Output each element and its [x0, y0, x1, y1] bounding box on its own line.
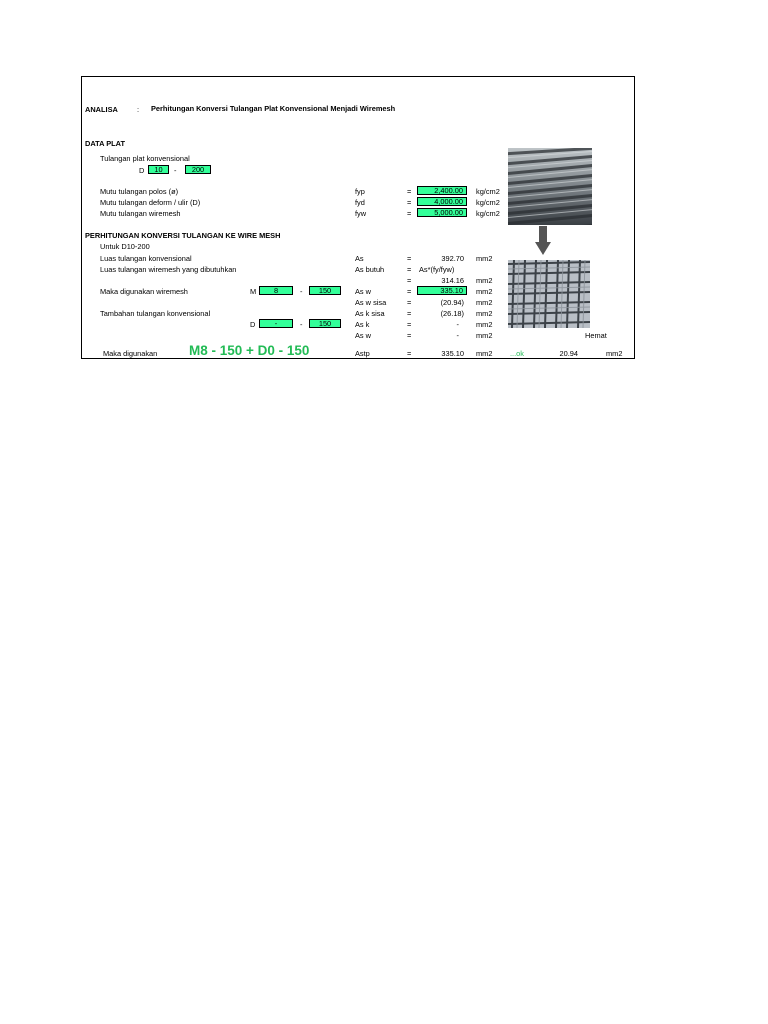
fyp-symbol: fyp — [355, 187, 365, 196]
luas-konv-eq: = — [407, 254, 412, 263]
as-w-sisa-eq: = — [407, 298, 412, 307]
final-formula: M8 - 150 + D0 - 150 — [189, 343, 310, 358]
fyw-eq: = — [407, 209, 412, 218]
fyp-eq: = — [407, 187, 412, 196]
d-spacing-cell[interactable]: 200 — [185, 165, 211, 174]
dash-1: - — [174, 166, 177, 175]
fyd-unit: kg/cm2 — [476, 198, 500, 207]
as-k-eq: = — [407, 320, 412, 329]
fyw-unit: kg/cm2 — [476, 209, 500, 218]
as-w-sisa-unit: mm2 — [476, 298, 493, 307]
final-label: Maka digunakan — [103, 349, 158, 358]
d-letter: D — [139, 166, 145, 175]
luas-konv-unit: mm2 — [476, 254, 493, 263]
wiremesh-photo — [508, 260, 590, 328]
final-symbol: Astp — [355, 349, 370, 358]
page-title: Perhitungan Konversi Tulangan Plat Konvensional Menjadi Wiremesh — [151, 104, 396, 113]
maka-wm-label: Maka digunakan wiremesh — [100, 287, 188, 296]
final-saving: 20.94 — [559, 349, 578, 358]
fyd-label: Mutu tulangan deform / ulir (D) — [100, 198, 201, 207]
analisa-label: ANALISA — [85, 105, 118, 114]
fyw-symbol: fyw — [355, 209, 367, 218]
maka-wm-unit: mm2 — [476, 287, 493, 296]
fyp-value-cell[interactable]: 2,400.00 — [417, 186, 467, 195]
conv-rebar-label: Tulangan plat konvensional — [100, 154, 190, 163]
tambahan-eq: = — [407, 309, 412, 318]
hemat-label: Hemat — [585, 331, 607, 340]
as-w-sisa-value: (20.94) — [440, 298, 464, 307]
luas-wm-eq: = — [407, 265, 412, 274]
data-plat-heading: DATA PLAT — [85, 139, 125, 148]
luas-konv-value: 392.70 — [441, 254, 464, 263]
d-diameter-cell[interactable]: 10 — [148, 165, 169, 174]
d-letter-2: D — [250, 320, 256, 329]
fyd-value-cell[interactable]: 4,000.00 — [417, 197, 467, 206]
tambahan-value: (26.18) — [440, 309, 464, 318]
luas-wm-label: Luas tulangan wiremesh yang dibutuhkan — [100, 265, 237, 274]
final-value: 335.10 — [441, 349, 464, 358]
luas-wm-result-value: 314.16 — [441, 276, 464, 285]
fyw-value-cell[interactable]: 5,000.00 — [417, 208, 467, 217]
as-k-symbol: As k — [355, 320, 370, 329]
maka-wm-value-cell[interactable]: 335.10 — [417, 286, 467, 295]
header-colon: : — [137, 105, 140, 114]
luas-wm-symbol: As butuh — [355, 265, 385, 274]
luas-wm-result-unit: mm2 — [476, 276, 493, 285]
konversi-heading: PERHITUNGAN KONVERSI TULANGAN KE WIRE MESH — [85, 231, 281, 240]
as-w-unit-2: mm2 — [476, 331, 493, 340]
final-unit: mm2 — [476, 349, 493, 358]
tambahan-label: Tambahan tulangan konvensional — [100, 309, 211, 318]
fyw-label: Mutu tulangan wiremesh — [100, 209, 181, 218]
as-w-value-2: - — [456, 331, 459, 340]
spreadsheet-sheet — [81, 76, 635, 359]
luas-konv-label: Luas tulangan konvensional — [100, 254, 192, 263]
luas-wm-formula: As*(fy/fyw) — [419, 265, 455, 274]
fyp-unit: kg/cm2 — [476, 187, 500, 196]
d2-spacing-cell[interactable]: 150 — [309, 319, 341, 328]
m-letter: M — [250, 287, 257, 296]
dash-2: - — [300, 287, 303, 296]
as-w-symbol-2: As w — [355, 331, 372, 340]
m-diameter-cell[interactable]: 8 — [259, 286, 293, 295]
fyp-label: Mutu tulangan polos (ø) — [100, 187, 179, 196]
dash-3: - — [300, 320, 303, 329]
m-spacing-cell[interactable]: 150 — [309, 286, 341, 295]
tambahan-symbol: As k sisa — [355, 309, 385, 318]
final-eq: = — [407, 349, 412, 358]
maka-wm-symbol: As w — [355, 287, 372, 296]
d2-diameter-cell[interactable]: - — [259, 319, 293, 328]
arrow-down-icon — [535, 226, 551, 256]
tambahan-unit: mm2 — [476, 309, 493, 318]
maka-wm-eq: = — [407, 287, 412, 296]
konversi-subheading: Untuk D10-200 — [100, 242, 150, 251]
final-ok: ...ok — [510, 349, 524, 358]
final-saving-unit: mm2 — [606, 349, 623, 358]
fyd-eq: = — [407, 198, 412, 207]
as-k-unit: mm2 — [476, 320, 493, 329]
luas-wm-result-eq: = — [407, 276, 412, 285]
fyd-symbol: fyd — [355, 198, 365, 207]
rebar-photo — [508, 148, 592, 225]
luas-konv-symbol: As — [355, 254, 364, 263]
as-w-eq-2: = — [407, 331, 412, 340]
as-k-value: - — [456, 320, 459, 329]
as-w-sisa-symbol: As w sisa — [355, 298, 387, 307]
